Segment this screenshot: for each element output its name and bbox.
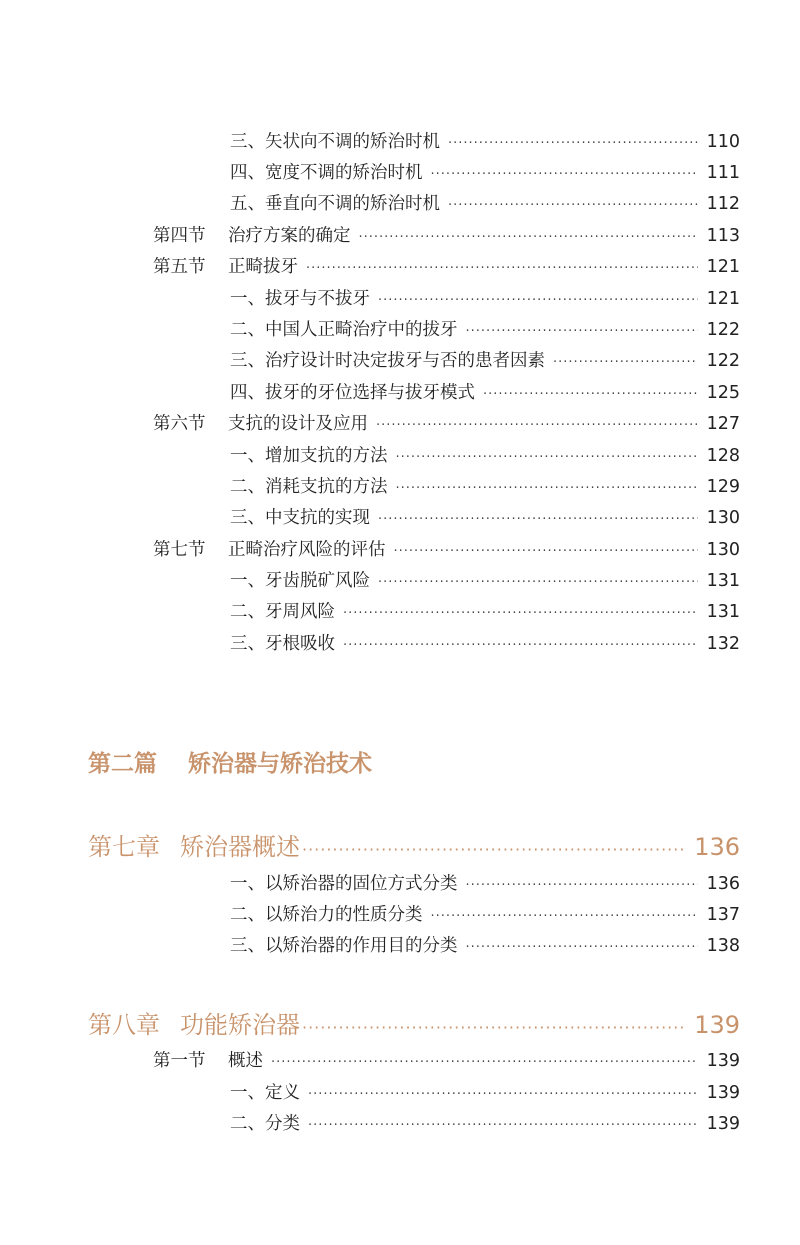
toc-entry[interactable]	[230, 932, 740, 957]
toc-entry-label: 二、消耗支抗的方法	[230, 477, 388, 497]
dot-leader	[396, 450, 699, 465]
chapter-title: 功能矫治器	[180, 1011, 300, 1039]
chapter-title: 矫治器概述	[180, 833, 300, 861]
toc-entry-label: 三、牙根吸收	[230, 634, 335, 654]
toc-entry[interactable]	[230, 598, 740, 623]
toc-entry-label: 四、拔牙的牙位选择与拔牙模式	[230, 383, 475, 403]
dot-leader	[394, 544, 699, 559]
dot-leader	[306, 261, 698, 276]
section-number: 第四节	[153, 226, 206, 246]
dot-leader	[553, 355, 698, 370]
toc-entry[interactable]	[230, 901, 740, 926]
toc-entry-label: 三、矢状向不调的矫治时机	[230, 132, 440, 152]
toc-entry-page: 139	[706, 1051, 740, 1071]
toc-entry-page: 136	[706, 874, 740, 894]
toc-entry-label: 二、以矫治力的性质分类	[230, 905, 423, 925]
toc-entry[interactable]	[230, 285, 740, 310]
dot-leader	[343, 606, 698, 621]
toc-entry-page: 128	[706, 446, 740, 466]
toc-entry-page: 113	[706, 226, 740, 246]
dot-leader	[376, 418, 698, 433]
toc-entry[interactable]	[230, 442, 740, 467]
toc-entry-page: 132	[706, 634, 740, 654]
toc-entry-label: 治疗方案的确定	[228, 226, 351, 246]
toc-entry[interactable]	[230, 379, 740, 404]
toc-entry-label: 三、治疗设计时决定拔牙与否的患者因素	[230, 351, 545, 371]
toc-entry[interactable]	[230, 316, 740, 341]
part-number: 第二篇	[88, 751, 157, 777]
toc-entry-label: 三、以矫治器的作用目的分类	[230, 936, 458, 956]
toc-entry-page: 111	[706, 163, 740, 183]
toc-entry-page: 122	[706, 351, 740, 371]
toc-entry-page: 125	[706, 383, 740, 403]
dot-leader	[302, 840, 686, 859]
toc-entry[interactable]	[230, 1079, 740, 1104]
toc-entry-label: 概述	[228, 1051, 263, 1071]
toc-entry[interactable]	[230, 870, 740, 895]
toc-section-entry[interactable]	[153, 1047, 740, 1072]
toc-entry-page: 130	[706, 540, 740, 560]
toc-section-entry[interactable]	[153, 222, 740, 247]
section-number: 第七节	[153, 540, 206, 560]
toc-entry-label: 正畸拔牙	[228, 257, 298, 277]
part-heading	[88, 745, 372, 778]
toc-entry-page: 129	[706, 477, 740, 497]
toc-entry[interactable]	[230, 567, 740, 592]
toc-section-entry[interactable]	[153, 253, 740, 278]
toc-entry-label: 一、定义	[230, 1083, 300, 1103]
toc-entry-label: 一、拔牙与不拔牙	[230, 289, 370, 309]
toc-entry-page: 137	[706, 905, 740, 925]
dot-leader	[431, 167, 699, 182]
toc-entry[interactable]	[230, 159, 740, 184]
toc-entry-label: 三、中支抗的实现	[230, 508, 370, 528]
toc-entry-label: 二、中国人正畸治疗中的拔牙	[230, 320, 458, 340]
toc-entry-label: 二、牙周风险	[230, 602, 335, 622]
toc-entry-label: 支抗的设计及应用	[228, 414, 368, 434]
toc-entry-page: 121	[706, 257, 740, 277]
toc-entry-page: 138	[706, 936, 740, 956]
toc-entry-page: 139	[706, 1114, 740, 1134]
toc-entry[interactable]	[230, 630, 740, 655]
toc-entry[interactable]	[230, 347, 740, 372]
dot-leader	[271, 1055, 698, 1070]
toc-entry-label: 五、垂直向不调的矫治时机	[230, 194, 440, 214]
section-number: 第一节	[153, 1051, 206, 1071]
toc-entry[interactable]	[230, 1110, 740, 1135]
toc-entry[interactable]	[230, 190, 740, 215]
toc-entry-page: 139	[706, 1083, 740, 1103]
toc-entry[interactable]	[230, 128, 740, 153]
toc-entry-label: 一、以矫治器的固位方式分类	[230, 874, 458, 894]
dot-leader	[378, 512, 698, 527]
dot-leader	[308, 1118, 698, 1133]
toc-entry-page: 127	[706, 414, 740, 434]
toc-entry-page: 112	[706, 194, 740, 214]
dot-leader	[431, 909, 699, 924]
chapter-number: 第七章	[88, 833, 160, 861]
toc-entry-label: 一、增加支抗的方法	[230, 446, 388, 466]
toc-section-entry[interactable]	[153, 410, 740, 435]
dot-leader	[378, 293, 698, 308]
chapter-page: 136	[694, 833, 740, 861]
dot-leader	[448, 136, 698, 151]
dot-leader	[308, 1087, 698, 1102]
dot-leader	[466, 324, 699, 339]
section-number: 第五节	[153, 257, 206, 277]
toc-entry-page: 130	[706, 508, 740, 528]
toc-entry[interactable]	[230, 473, 740, 498]
toc-entry-page: 110	[706, 132, 740, 152]
dot-leader	[466, 940, 699, 955]
toc-entry-label: 一、牙齿脱矿风险	[230, 571, 370, 591]
chapter-heading[interactable]	[88, 1005, 740, 1040]
toc-entry-page: 131	[706, 571, 740, 591]
dot-leader	[343, 638, 698, 653]
part-title: 矫治器与矫治技术	[188, 751, 372, 777]
toc-entry-page: 122	[706, 320, 740, 340]
chapter-page: 139	[694, 1011, 740, 1039]
toc-entry-label: 正畸治疗风险的评估	[228, 540, 386, 560]
dot-leader	[302, 1018, 686, 1037]
toc-section-entry[interactable]	[153, 536, 740, 561]
toc-entry-label: 二、分类	[230, 1114, 300, 1134]
chapter-heading[interactable]	[88, 827, 740, 862]
dot-leader	[378, 575, 698, 590]
chapter-number: 第八章	[88, 1011, 160, 1039]
dot-leader	[359, 230, 699, 245]
dot-leader	[396, 481, 699, 496]
dot-leader	[448, 198, 698, 213]
section-number: 第六节	[153, 414, 206, 434]
dot-leader	[483, 387, 698, 402]
toc-entry-label: 四、宽度不调的矫治时机	[230, 163, 423, 183]
toc-entry-page: 121	[706, 289, 740, 309]
toc-entry-page: 131	[706, 602, 740, 622]
dot-leader	[466, 878, 699, 893]
toc-entry[interactable]	[230, 504, 740, 529]
